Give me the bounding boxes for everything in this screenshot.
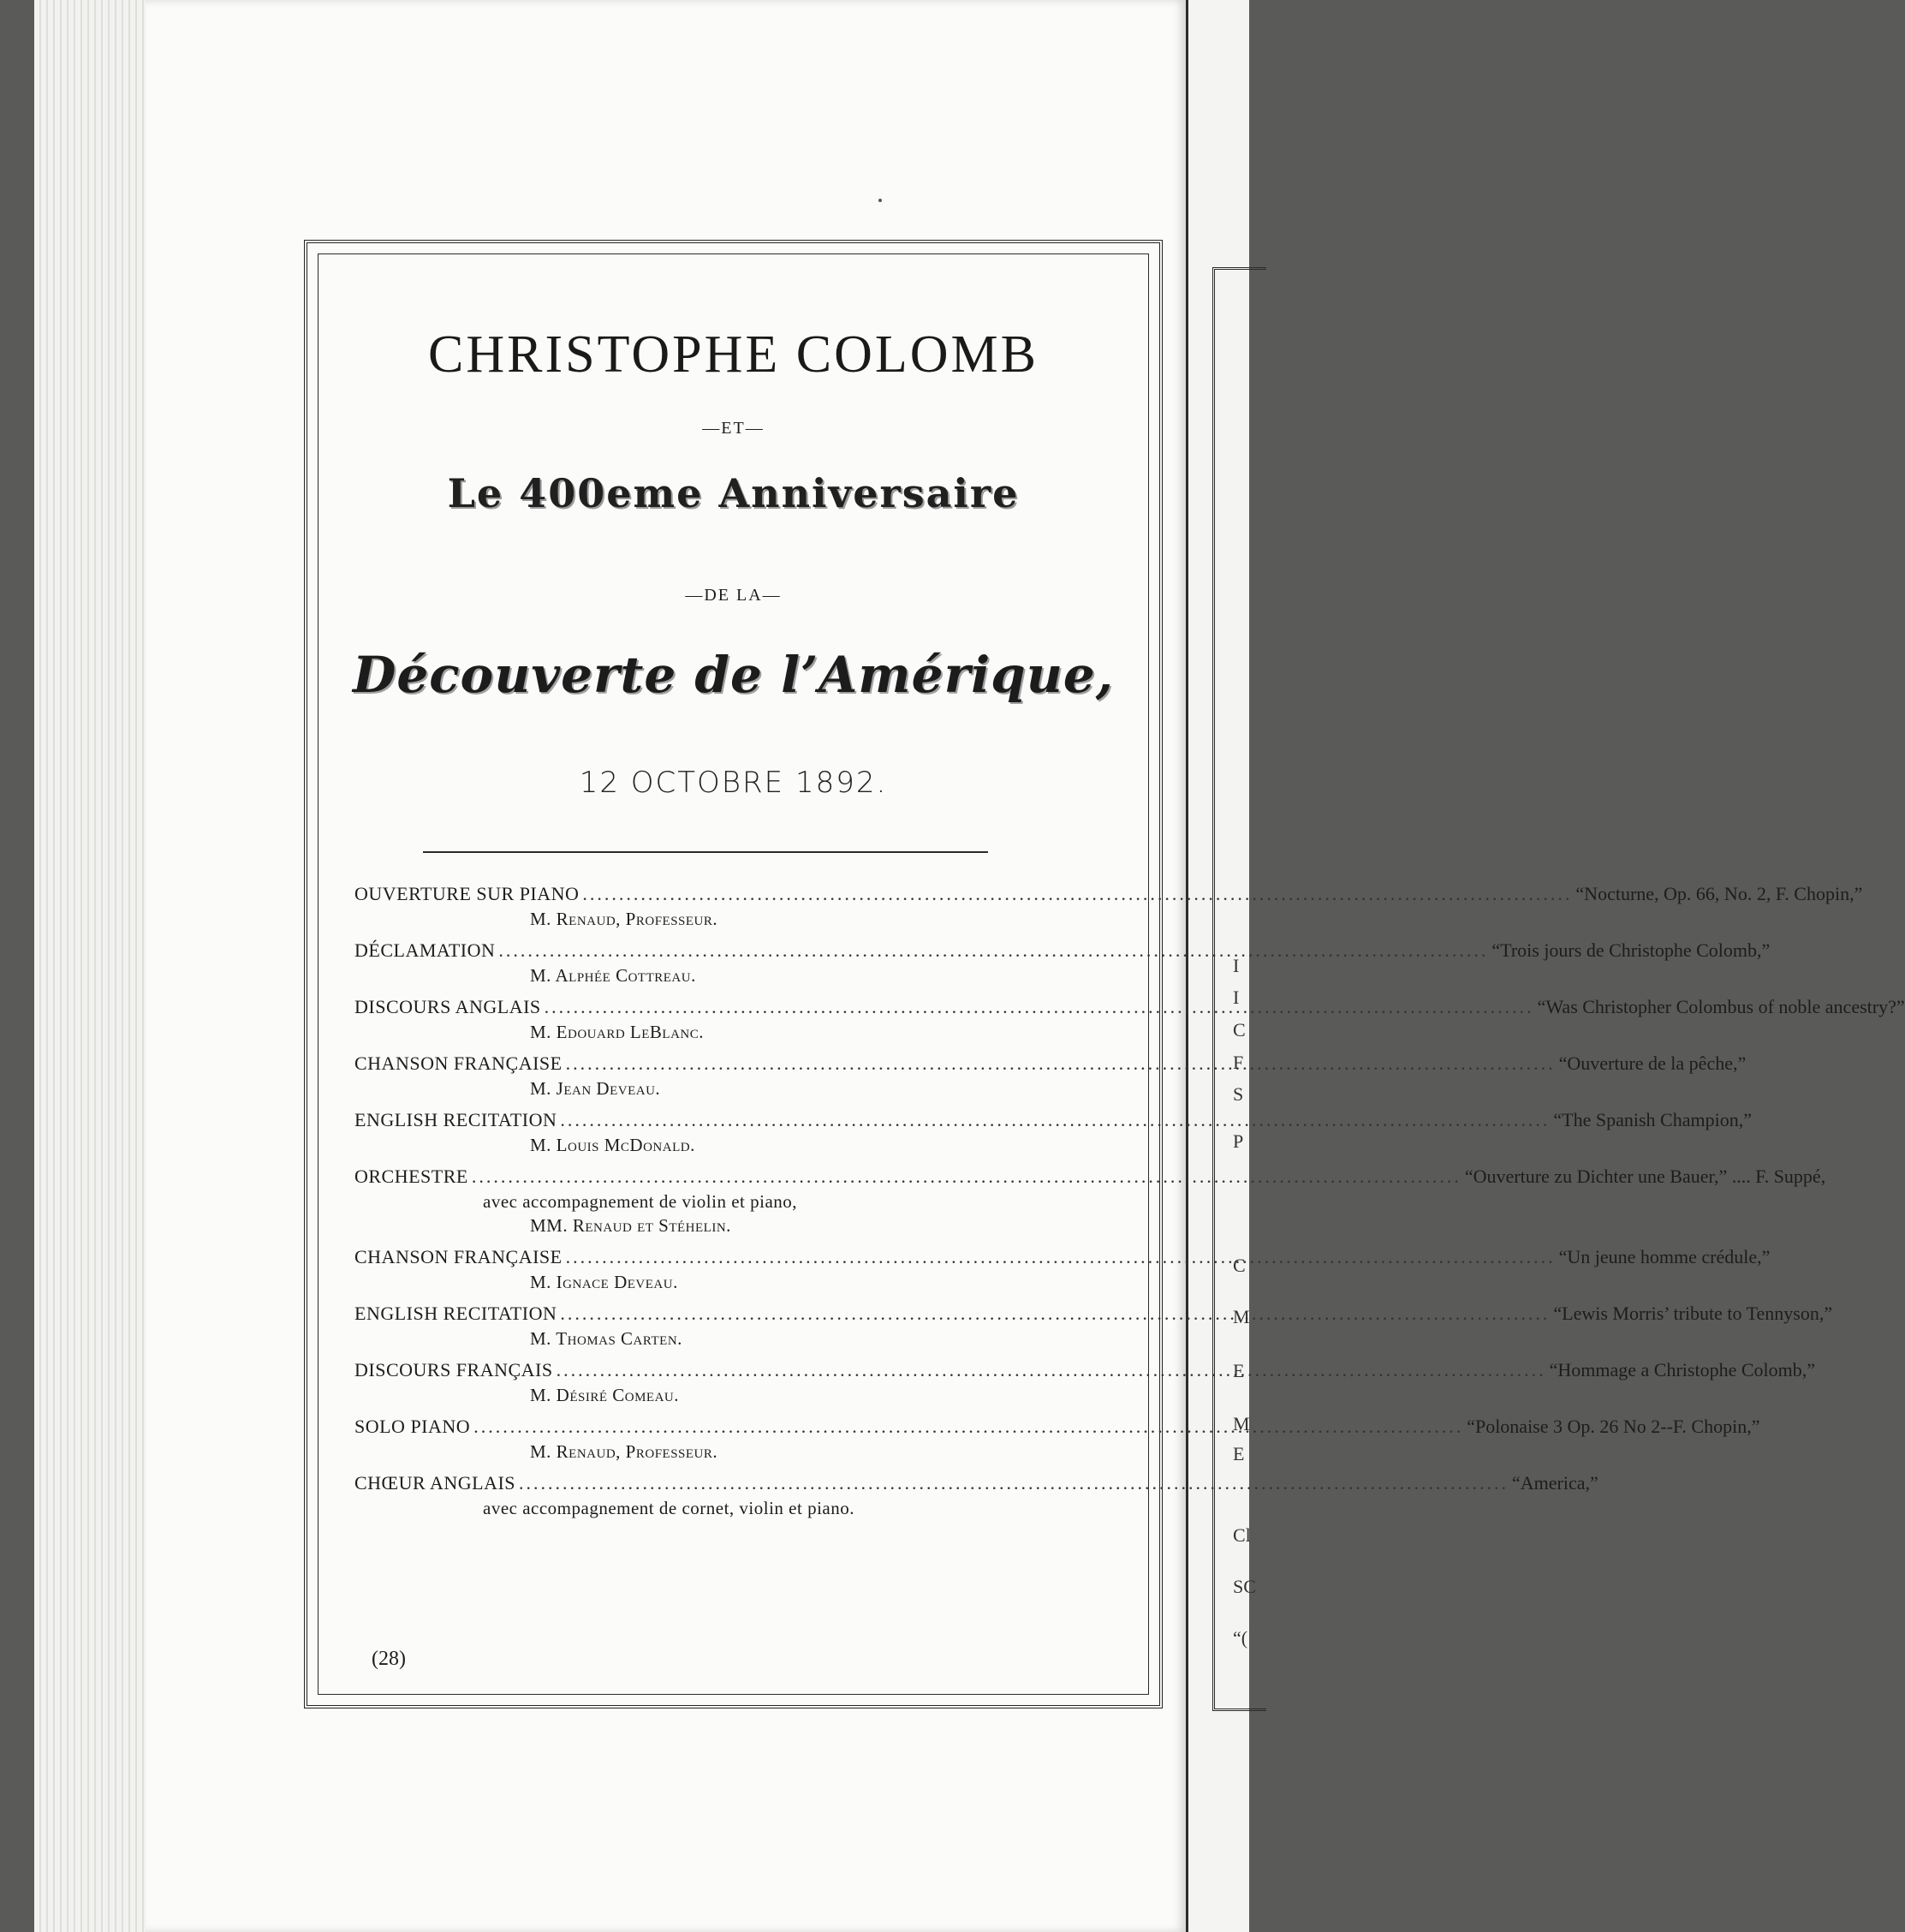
item-work: “America,” xyxy=(1512,1472,1598,1494)
programme-item xyxy=(354,1301,1833,1351)
item-work: “Ouverture zu Dichter une Bauer,” .... F. Suppé, xyxy=(1464,1166,1826,1187)
item-note: avec accompagnement de violin et piano, xyxy=(483,1191,798,1212)
dot-leader xyxy=(566,1051,1556,1076)
programme-item xyxy=(354,881,1863,931)
dot-leader xyxy=(473,1414,1463,1440)
item-note: avec accompagnement de cornet, violin et piano. xyxy=(483,1498,854,1518)
connector-de-la: —DE LA— xyxy=(685,586,782,605)
item-performer: M. Renaud, Professeur. xyxy=(530,909,718,929)
programme-item xyxy=(354,1357,1816,1407)
item-label: CHANSON FRANÇAISE xyxy=(354,1246,563,1267)
item-performer: M. Edouard LeBlanc. xyxy=(530,1022,704,1042)
anniversary-heading: Le 400eme Anniversaire xyxy=(447,470,1020,516)
item-performer: M. Jean Deveau. xyxy=(530,1078,661,1099)
item-label: ENGLISH RECITATION xyxy=(354,1109,557,1130)
dot-leader xyxy=(560,1301,1550,1327)
programme-frame xyxy=(304,240,1905,1708)
item-work: “Hommage a Christophe Colomb,” xyxy=(1549,1359,1816,1380)
item-label: CHANSON FRANÇAISE xyxy=(354,1052,563,1074)
dot-leader xyxy=(566,1244,1556,1270)
dot-leader xyxy=(582,881,1572,907)
facing-page-letter: C xyxy=(1233,1255,1246,1276)
item-performer: M. Désiré Comeau. xyxy=(530,1385,680,1405)
facing-page-letter: S xyxy=(1233,1083,1244,1105)
item-label: CHŒUR ANGLAIS xyxy=(354,1472,516,1494)
programme-item xyxy=(354,1414,1760,1464)
facing-page-letter: SC xyxy=(1233,1576,1256,1597)
facing-page-letter: I xyxy=(1233,955,1240,976)
item-performer: M. Ignace Deveau. xyxy=(530,1272,678,1292)
facing-page-letter: M xyxy=(1233,1306,1250,1327)
page-title: CHRISTOPHE COLOMB xyxy=(427,325,1039,384)
dot-leader xyxy=(519,1470,1509,1496)
divider xyxy=(423,851,988,853)
programme-list xyxy=(354,881,1905,1527)
facing-page-letter: P xyxy=(1233,1130,1244,1152)
facing-page-letter: “( xyxy=(1233,1627,1248,1649)
programme-item xyxy=(354,1051,1747,1100)
page-number: (28) xyxy=(372,1648,406,1670)
item-work: “Polonaise 3 Op. 26 No 2--F. Chopin,” xyxy=(1467,1416,1760,1437)
programme-item xyxy=(354,938,1771,987)
item-work: “Was Christopher Colombus of noble ancestry?” xyxy=(1537,996,1905,1017)
event-date: 12 OCTOBRE 1892. xyxy=(579,766,888,800)
item-label: OUVERTURE SUR PIANO xyxy=(354,883,580,904)
item-performer: M. Renaud, Professeur. xyxy=(530,1441,718,1462)
item-label: ENGLISH RECITATION xyxy=(354,1303,557,1324)
item-work: “The Spanish Champion,” xyxy=(1553,1109,1752,1130)
facing-page-letter: Cl xyxy=(1233,1524,1251,1546)
programme-item xyxy=(354,1164,1826,1237)
programme-item xyxy=(354,994,1905,1044)
item-label: DÉCLAMATION xyxy=(354,939,496,961)
item-label: ORCHESTRE xyxy=(354,1166,468,1187)
programme-item xyxy=(354,1470,1598,1520)
page-speck xyxy=(878,199,882,202)
dot-leader xyxy=(472,1164,1461,1190)
item-label: DISCOURS ANGLAIS xyxy=(354,996,541,1017)
dot-leader xyxy=(557,1357,1546,1383)
item-performer: M. Louis McDonald. xyxy=(530,1135,695,1155)
facing-page-letter: E xyxy=(1233,1443,1245,1464)
item-work: “Nocturne, Op. 66, No. 2, F. Chopin,” xyxy=(1575,883,1863,904)
facing-page-letter: I xyxy=(1233,987,1240,1008)
item-performer: M. Thomas Carten. xyxy=(530,1328,682,1349)
item-work: “Un jeune homme crédule,” xyxy=(1558,1246,1771,1267)
item-label: DISCOURS FRANÇAIS xyxy=(354,1359,553,1380)
facing-page-letter: M xyxy=(1233,1413,1250,1434)
facing-page-edge xyxy=(1186,0,1256,1932)
programme-item xyxy=(354,1244,1771,1294)
facing-page-letter: E xyxy=(1233,1360,1245,1381)
item-performer: MM. Renaud et Stéhelin. xyxy=(530,1215,731,1236)
item-work: “Ouverture de la pêche,” xyxy=(1558,1052,1747,1074)
dot-leader xyxy=(545,994,1534,1020)
facing-page-letter: C xyxy=(1233,1019,1246,1041)
dot-leader xyxy=(560,1107,1550,1133)
item-performer: M. Alphée Cottreau. xyxy=(530,965,696,986)
dot-leader xyxy=(498,938,1488,963)
connector-et: —ET— xyxy=(702,419,765,438)
item-label: SOLO PIANO xyxy=(354,1416,471,1437)
discovery-heading: Découverte de l’Amérique, xyxy=(353,646,1114,704)
facing-page-letter: F xyxy=(1233,1052,1244,1073)
item-work: “Lewis Morris’ tribute to Tennyson,” xyxy=(1553,1303,1833,1324)
item-work: “Trois jours de Christophe Colomb,” xyxy=(1491,939,1771,961)
programme-item xyxy=(354,1107,1752,1157)
